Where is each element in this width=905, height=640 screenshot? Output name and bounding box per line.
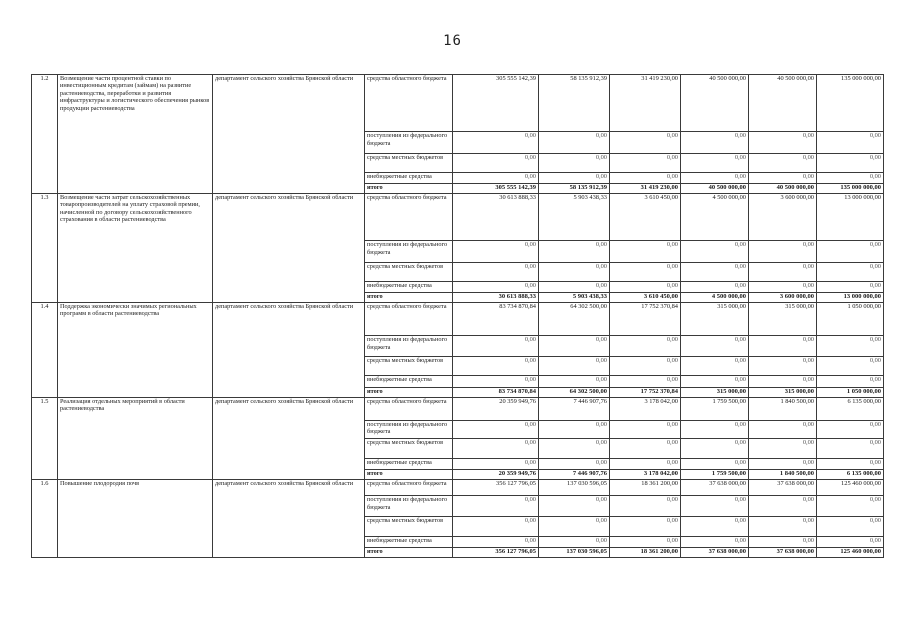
amount-cell: 3 178 042,00	[610, 397, 681, 420]
amount-cell: 0,00	[749, 172, 817, 183]
amount-cell: 0,00	[453, 241, 539, 262]
amount-cell: 0,00	[681, 536, 749, 547]
funding-source: средства местных бюджетов	[365, 516, 453, 536]
amount-cell: 356 127 796,05	[453, 547, 539, 557]
amount-cell: 0,00	[539, 536, 610, 547]
amount-cell: 0,00	[539, 281, 610, 292]
executor: департамент сельского хозяйства Брянской области	[213, 302, 365, 397]
amount-cell: 0,00	[453, 153, 539, 172]
amount-cell: 5 903 438,33	[539, 292, 610, 302]
amount-cell: 1 759 500,00	[681, 470, 749, 480]
amount-cell: 305 555 142,39	[453, 183, 539, 193]
table-row	[32, 302, 884, 335]
amount-cell: 356 127 796,05	[453, 480, 539, 496]
amount-cell: 3 600 000,00	[749, 193, 817, 240]
amount-cell: 1 050 000,00	[817, 387, 884, 397]
amount-cell: 0,00	[749, 459, 817, 470]
table-row	[32, 193, 884, 240]
funding-source: итого	[365, 547, 453, 557]
amount-cell: 0,00	[749, 153, 817, 172]
amount-cell: 58 135 912,39	[539, 75, 610, 132]
funding-source: итого	[365, 387, 453, 397]
amount-cell: 0,00	[817, 172, 884, 183]
section-number: 1.2	[32, 75, 58, 194]
funding-source: поступления из федерального бюджета	[365, 241, 453, 262]
amount-cell: 315 000,00	[681, 387, 749, 397]
executor: департамент сельского хозяйства Брянской области	[213, 75, 365, 194]
amount-cell: 0,00	[817, 496, 884, 516]
funding-source: средства областного бюджета	[365, 480, 453, 496]
amount-cell: 0,00	[817, 438, 884, 458]
funding-source: средства областного бюджета	[365, 397, 453, 420]
amount-cell: 3 178 042,00	[610, 470, 681, 480]
amount-cell: 0,00	[681, 376, 749, 387]
amount-cell: 0,00	[749, 281, 817, 292]
amount-cell: 0,00	[610, 357, 681, 376]
amount-cell: 6 135 000,00	[817, 470, 884, 480]
amount-cell: 0,00	[817, 336, 884, 357]
amount-cell: 0,00	[453, 336, 539, 357]
amount-cell: 0,00	[681, 132, 749, 153]
amount-cell: 0,00	[610, 420, 681, 438]
amount-cell: 1 050 000,00	[817, 302, 884, 335]
executor: департамент сельского хозяйства Брянской области	[213, 193, 365, 302]
amount-cell: 0,00	[681, 438, 749, 458]
amount-cell: 0,00	[749, 357, 817, 376]
amount-cell: 0,00	[749, 420, 817, 438]
amount-cell: 0,00	[817, 357, 884, 376]
amount-cell: 37 638 000,00	[681, 547, 749, 557]
amount-cell: 315 000,00	[749, 387, 817, 397]
amount-cell: 0,00	[817, 459, 884, 470]
amount-cell: 1 840 500,00	[749, 397, 817, 420]
amount-cell: 31 419 230,00	[610, 183, 681, 193]
amount-cell: 3 610 450,00	[610, 193, 681, 240]
funding-source: поступления из федерального бюджета	[365, 496, 453, 516]
amount-cell: 125 460 000,00	[817, 547, 884, 557]
amount-cell: 0,00	[539, 357, 610, 376]
measure-name: Поддержка экономически значимых региональных программ в области растениеводства	[58, 302, 213, 397]
amount-cell: 0,00	[453, 420, 539, 438]
amount-cell: 83 734 870,84	[453, 302, 539, 335]
amount-cell: 18 361 200,00	[610, 480, 681, 496]
amount-cell: 13 000 000,00	[817, 292, 884, 302]
table-row	[32, 397, 884, 420]
amount-cell: 0,00	[610, 241, 681, 262]
amount-cell: 0,00	[539, 420, 610, 438]
amount-cell: 0,00	[749, 336, 817, 357]
amount-cell: 0,00	[817, 241, 884, 262]
section-number: 1.6	[32, 480, 58, 558]
amount-cell: 0,00	[610, 336, 681, 357]
funding-source: поступления из федерального бюджета	[365, 336, 453, 357]
amount-cell: 0,00	[681, 357, 749, 376]
funding-source: средства областного бюджета	[365, 302, 453, 335]
amount-cell: 7 446 907,76	[539, 470, 610, 480]
amount-cell: 0,00	[817, 132, 884, 153]
amount-cell: 0,00	[539, 516, 610, 536]
amount-cell: 0,00	[453, 281, 539, 292]
amount-cell: 1 840 500,00	[749, 470, 817, 480]
amount-cell: 40 500 000,00	[681, 183, 749, 193]
amount-cell: 0,00	[749, 241, 817, 262]
amount-cell: 30 613 888,33	[453, 193, 539, 240]
amount-cell: 20 359 949,76	[453, 470, 539, 480]
amount-cell: 58 135 912,39	[539, 183, 610, 193]
amount-cell: 0,00	[610, 459, 681, 470]
funding-source: поступления из федерального бюджета	[365, 420, 453, 438]
funding-source: средства местных бюджетов	[365, 153, 453, 172]
amount-cell: 0,00	[681, 262, 749, 281]
amount-cell: 40 500 000,00	[681, 75, 749, 132]
amount-cell: 137 030 596,05	[539, 547, 610, 557]
amount-cell: 0,00	[539, 153, 610, 172]
amount-cell: 7 446 907,76	[539, 397, 610, 420]
amount-cell: 0,00	[681, 420, 749, 438]
funding-source: поступления из федерального бюджета	[365, 132, 453, 153]
amount-cell: 40 500 000,00	[749, 75, 817, 132]
amount-cell: 64 302 500,00	[539, 387, 610, 397]
amount-cell: 0,00	[817, 281, 884, 292]
amount-cell: 0,00	[817, 153, 884, 172]
amount-cell: 0,00	[610, 496, 681, 516]
table-row	[32, 480, 884, 496]
amount-cell: 0,00	[453, 459, 539, 470]
amount-cell: 31 419 230,00	[610, 75, 681, 132]
funding-source: средства местных бюджетов	[365, 357, 453, 376]
amount-cell: 305 555 142,39	[453, 75, 539, 132]
funding-source: внебюджетные средства	[365, 281, 453, 292]
amount-cell: 135 000 000,00	[817, 183, 884, 193]
amount-cell: 135 000 000,00	[817, 75, 884, 132]
amount-cell: 0,00	[539, 496, 610, 516]
amount-cell: 0,00	[539, 438, 610, 458]
funding-source: итого	[365, 183, 453, 193]
amount-cell: 0,00	[817, 262, 884, 281]
amount-cell: 1 759 500,00	[681, 397, 749, 420]
executor: департамент сельского хозяйства Брянской области	[213, 480, 365, 558]
amount-cell: 0,00	[681, 153, 749, 172]
funding-source: итого	[365, 470, 453, 480]
amount-cell: 0,00	[610, 132, 681, 153]
amount-cell: 3 600 000,00	[749, 292, 817, 302]
amount-cell: 0,00	[610, 281, 681, 292]
amount-cell: 0,00	[749, 132, 817, 153]
section-number: 1.4	[32, 302, 58, 397]
amount-cell: 0,00	[749, 516, 817, 536]
funding-source: средства местных бюджетов	[365, 262, 453, 281]
amount-cell: 0,00	[610, 438, 681, 458]
amount-cell: 0,00	[749, 496, 817, 516]
amount-cell: 0,00	[453, 496, 539, 516]
table-body	[32, 75, 884, 558]
amount-cell: 0,00	[681, 336, 749, 357]
page-number: 16	[443, 33, 462, 49]
amount-cell: 13 000 000,00	[817, 193, 884, 240]
amount-cell: 0,00	[453, 536, 539, 547]
amount-cell: 0,00	[681, 281, 749, 292]
amount-cell: 20 359 949,76	[453, 397, 539, 420]
amount-cell: 0,00	[681, 496, 749, 516]
funding-source: внебюджетные средства	[365, 459, 453, 470]
amount-cell: 30 613 888,33	[453, 292, 539, 302]
amount-cell: 0,00	[539, 241, 610, 262]
amount-cell: 0,00	[453, 438, 539, 458]
amount-cell: 0,00	[817, 516, 884, 536]
amount-cell: 0,00	[610, 516, 681, 536]
funding-source: внебюджетные средства	[365, 376, 453, 387]
amount-cell: 0,00	[681, 459, 749, 470]
funding-source: средства местных бюджетов	[365, 438, 453, 458]
amount-cell: 0,00	[453, 357, 539, 376]
table-row	[32, 75, 884, 132]
amount-cell: 37 638 000,00	[681, 480, 749, 496]
amount-cell: 0,00	[681, 172, 749, 183]
amount-cell: 0,00	[453, 376, 539, 387]
amount-cell: 125 460 000,00	[817, 480, 884, 496]
section-number: 1.5	[32, 397, 58, 480]
amount-cell: 4 500 000,00	[681, 292, 749, 302]
amount-cell: 5 903 438,33	[539, 193, 610, 240]
amount-cell: 0,00	[610, 262, 681, 281]
budget-table	[31, 74, 884, 558]
amount-cell: 137 030 596,05	[539, 480, 610, 496]
amount-cell: 0,00	[539, 336, 610, 357]
amount-cell: 0,00	[453, 132, 539, 153]
amount-cell: 3 610 450,00	[610, 292, 681, 302]
amount-cell: 83 734 870,84	[453, 387, 539, 397]
amount-cell: 17 752 370,84	[610, 387, 681, 397]
measure-name: Реализация отдельных мероприятий в области растениеводства	[58, 397, 213, 480]
amount-cell: 0,00	[610, 172, 681, 183]
amount-cell: 0,00	[610, 536, 681, 547]
amount-cell: 0,00	[539, 376, 610, 387]
amount-cell: 0,00	[681, 516, 749, 536]
amount-cell: 315 000,00	[681, 302, 749, 335]
funding-source: средства областного бюджета	[365, 75, 453, 132]
measure-name: Возмещение части затрат сельскохозяйственных товаропроизводителей на уплату страховой премии, начисленной по договору сельскохозяйственного страхования в области растениеводства	[58, 193, 213, 302]
amount-cell: 40 500 000,00	[749, 183, 817, 193]
amount-cell: 0,00	[453, 172, 539, 183]
amount-cell: 0,00	[539, 262, 610, 281]
amount-cell: 0,00	[539, 132, 610, 153]
amount-cell: 0,00	[817, 536, 884, 547]
amount-cell: 0,00	[453, 262, 539, 281]
measure-name: Повышение плодородия почв	[58, 480, 213, 558]
amount-cell: 0,00	[749, 262, 817, 281]
funding-source: итого	[365, 292, 453, 302]
amount-cell: 0,00	[681, 241, 749, 262]
amount-cell: 0,00	[749, 536, 817, 547]
funding-source: средства областного бюджета	[365, 193, 453, 240]
measure-name: Возмещение части процентной ставки по инвестиционным кредитам (займам) на развитие растениеводства, переработки и развития инфраструктуры и логистического обеспечения рынков продукции растениеводства	[58, 75, 213, 194]
amount-cell: 37 638 000,00	[749, 547, 817, 557]
executor: департамент сельского хозяйства Брянской области	[213, 397, 365, 480]
amount-cell: 0,00	[817, 420, 884, 438]
amount-cell: 64 302 500,00	[539, 302, 610, 335]
amount-cell: 0,00	[749, 438, 817, 458]
amount-cell: 0,00	[539, 459, 610, 470]
amount-cell: 4 500 000,00	[681, 193, 749, 240]
funding-source: внебюджетные средства	[365, 172, 453, 183]
amount-cell: 315 000,00	[749, 302, 817, 335]
amount-cell: 0,00	[817, 376, 884, 387]
amount-cell: 0,00	[453, 516, 539, 536]
funding-source: внебюджетные средства	[365, 536, 453, 547]
amount-cell: 6 135 000,00	[817, 397, 884, 420]
amount-cell: 18 361 200,00	[610, 547, 681, 557]
amount-cell: 0,00	[610, 376, 681, 387]
amount-cell: 17 752 370,84	[610, 302, 681, 335]
section-number: 1.3	[32, 193, 58, 302]
amount-cell: 0,00	[539, 172, 610, 183]
amount-cell: 0,00	[610, 153, 681, 172]
amount-cell: 0,00	[749, 376, 817, 387]
amount-cell: 37 638 000,00	[749, 480, 817, 496]
